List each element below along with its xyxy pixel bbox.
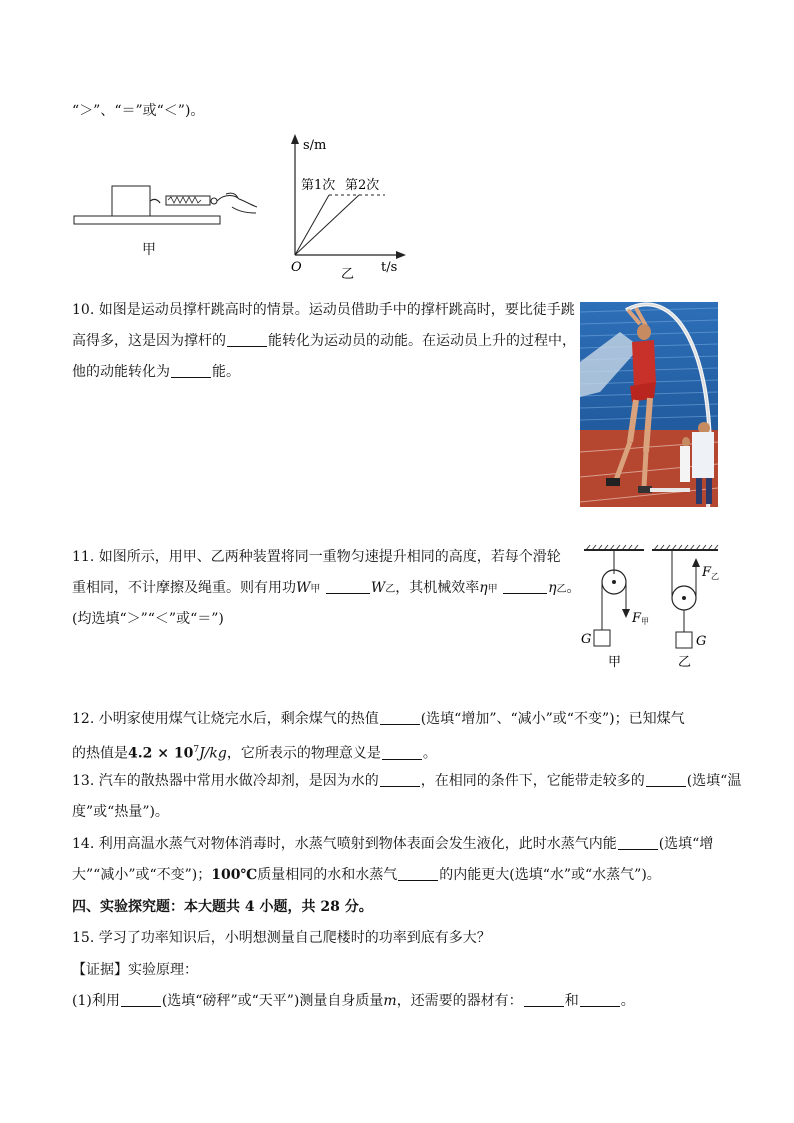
q10-text-a: 高得多，这是因为撑杆的 bbox=[72, 333, 226, 349]
q10-text-d: 能。 bbox=[212, 364, 240, 380]
q11-line1: 11. 如图所示，用甲、乙两种装置将同一重物匀速提升相同的高度，若每个滑轮 bbox=[72, 549, 561, 565]
previous-question-tail: “＞”、“＝”或“＜”)。 bbox=[72, 103, 205, 119]
subscript-yi: 乙 bbox=[556, 584, 567, 595]
answer-blank[interactable] bbox=[580, 992, 620, 1007]
answer-blank[interactable] bbox=[227, 332, 267, 347]
answer-blank[interactable] bbox=[503, 579, 547, 594]
q11-text-a: 重相同，不计摩擦及绳重。则有用功 bbox=[72, 580, 296, 596]
eta-symbol: η bbox=[479, 580, 488, 596]
q13-text-c: (选填“温 bbox=[686, 773, 742, 789]
q15-text-b: (选填“磅秤”或“天平”)测量自身质量 bbox=[161, 993, 384, 1009]
q14-text-e: 的内能更大(选填“水”或“水蒸气”)。 bbox=[439, 867, 661, 883]
answer-blank[interactable] bbox=[380, 710, 420, 725]
temperature-value: 100℃ bbox=[211, 867, 258, 883]
series-second-label: 第2次 bbox=[345, 178, 380, 193]
heat-value-exponent: 7 bbox=[193, 745, 200, 755]
s-axis-label: s/m bbox=[303, 138, 327, 153]
q15-text-c: ，还需要的器材有： bbox=[396, 993, 523, 1009]
q15-text-e: 。 bbox=[620, 993, 635, 1009]
figure-jia-block-spring-scale bbox=[70, 180, 270, 265]
q12-text-e: 。 bbox=[422, 745, 437, 762]
q11-line2: 重相同，不计摩擦及绳重。则有用功W甲 W乙，其机械效率η甲 η乙。 bbox=[72, 580, 581, 596]
answer-blank[interactable] bbox=[326, 579, 370, 594]
q15-text-a: (1)利用 bbox=[72, 993, 120, 1009]
q15-line3 bbox=[72, 991, 635, 1011]
origin-label: O bbox=[291, 260, 302, 275]
q13-line1 bbox=[72, 771, 741, 791]
g-label-yi: G bbox=[696, 634, 707, 649]
caption-yi: 乙 bbox=[678, 655, 692, 670]
answer-blank[interactable] bbox=[121, 992, 161, 1007]
subscript-jia: 甲 bbox=[487, 584, 498, 595]
q11-line3: (均选填“＞”“＜”或“＝”) bbox=[72, 611, 224, 627]
subscript-yi: 乙 bbox=[385, 584, 396, 595]
answer-blank[interactable] bbox=[380, 772, 420, 787]
series-first-label: 第1次 bbox=[301, 178, 336, 193]
g-label-jia: G bbox=[581, 632, 592, 647]
f-jia-subscript: 甲 bbox=[641, 617, 649, 626]
pole-vault-photo bbox=[580, 302, 718, 507]
answer-blank[interactable] bbox=[382, 745, 422, 760]
pulley-figure bbox=[578, 542, 726, 672]
q10-line3 bbox=[72, 362, 240, 382]
subscript-jia: 甲 bbox=[310, 584, 321, 595]
q14-text-d: 质量相同的水和水蒸气 bbox=[257, 867, 398, 883]
heat-value-unit: J/kg bbox=[199, 745, 227, 762]
answer-blank[interactable] bbox=[398, 866, 438, 881]
q11-text-b: ，其机械效率 bbox=[395, 580, 480, 596]
figure-jia-caption: 甲 bbox=[142, 242, 156, 258]
q12-line1 bbox=[72, 709, 685, 729]
answer-blank[interactable] bbox=[171, 363, 211, 378]
w-symbol: W bbox=[296, 580, 311, 596]
w-symbol: W bbox=[370, 580, 386, 596]
f-yi-label: F bbox=[702, 565, 712, 580]
q13-line2: 度”或“热量”)。 bbox=[72, 804, 169, 820]
q10-line2 bbox=[72, 331, 576, 351]
q14-text-b: (选填“增 bbox=[658, 836, 714, 852]
q15-text-d: 和 bbox=[564, 993, 579, 1009]
answer-blank[interactable] bbox=[524, 992, 564, 1007]
q15-line1: 15. 学习了功率知识后，小明想测量自己爬楼时的功率到底有多大？ bbox=[72, 930, 491, 946]
q12-line2 bbox=[72, 740, 437, 764]
eta-symbol: η bbox=[548, 580, 557, 596]
t-axis-label: t/s bbox=[381, 260, 398, 275]
q10-line1: 10. 如图是运动员撑杆跳高时的情景。运动员借助手中的撑杆跳高时，要比徒手跳 bbox=[72, 302, 575, 318]
q14-line2 bbox=[72, 865, 661, 885]
q14-text-c: 大”“减小”或“不变”)； bbox=[72, 867, 212, 883]
answer-blank[interactable] bbox=[618, 835, 658, 850]
q15-line2: 【证据】实验原理： bbox=[72, 962, 198, 978]
f-jia-label: F bbox=[632, 611, 642, 626]
f-yi-subscript: 乙 bbox=[711, 572, 719, 581]
q12-text-a: 12. 小明家使用煤气让烧完水后，剩余煤气的热值 bbox=[72, 711, 379, 727]
figure-yi-caption: 乙 bbox=[341, 267, 355, 280]
q10-text-c: 他的动能转化为 bbox=[72, 364, 170, 380]
section-4-heading: 四、实验探究题：本大题共 4 小题，共 28 分。 bbox=[72, 899, 373, 915]
answer-blank[interactable] bbox=[646, 772, 686, 787]
figure-yi-s-t-graph bbox=[285, 130, 420, 280]
q10-text-b: 能转化为运动员的动能。在运动员上升的过程中， bbox=[268, 333, 576, 349]
q14-line1 bbox=[72, 834, 713, 854]
q12-text-b: (选填“增加”、“减小”或“不变”)；已知煤气 bbox=[420, 711, 685, 727]
q13-text-b: ，在相同的条件下，它能带走较多的 bbox=[420, 773, 645, 789]
q14-text-a: 14. 利用高温水蒸气对物体消毒时，水蒸气喷射到物体表面会发生液化，此时水蒸气内能 bbox=[72, 836, 617, 852]
caption-jia: 甲 bbox=[608, 655, 622, 670]
q12-text-c: 的热值是 bbox=[72, 745, 128, 762]
q12-text-d: ，它所表示的物理意义是 bbox=[226, 745, 381, 762]
heat-value: 4.2 × 10 bbox=[128, 745, 194, 762]
mass-symbol: m bbox=[383, 993, 397, 1009]
q13-text-a: 13. 汽车的散热器中常用水做冷却剂，是因为水的 bbox=[72, 773, 379, 789]
